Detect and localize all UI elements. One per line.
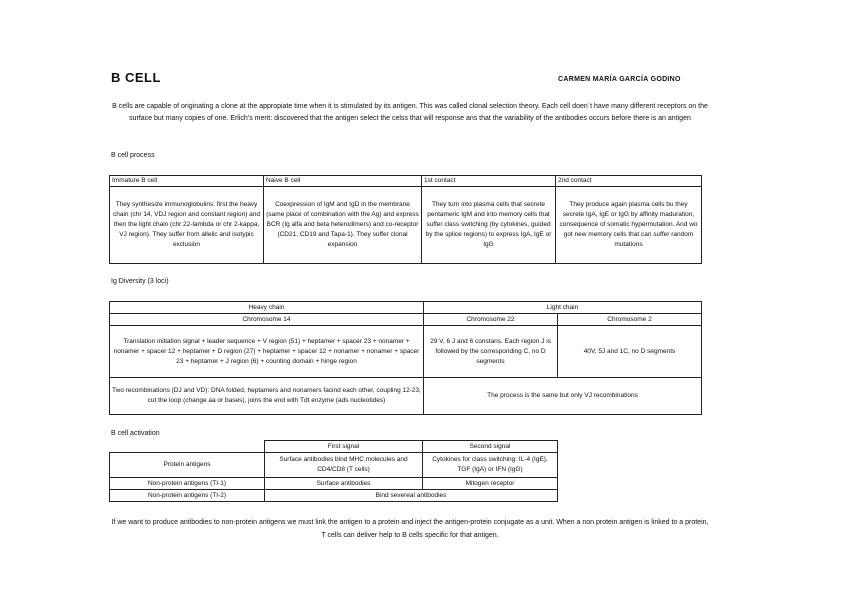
protein-first-signal: Surface antibodies bind MHC molecules and CD4/CD8 (T cells) bbox=[265, 453, 423, 478]
diversity-table bbox=[109, 301, 702, 415]
cell-second-contact: They produce again plasma cells bu they secrete IgA, IgE or IgG by affinity maduration, consequence of somatic hypermutation. And wo got new memory cells that can suffer random mutations bbox=[556, 187, 702, 264]
author-name: CARMEN MARÍA GARCÍA GODINO bbox=[558, 76, 681, 83]
cell-first-contact: They turn into plasma cells that secrete pentameric IgM and into memory cells that suffer class switching (by cytokines, guided by the splice regions) to express IgA, IgE or IgG bbox=[422, 187, 556, 264]
footer-paragraph: If we want to produce antibodies to non-protein antigens we must link the antigen to a protein and inject the antigen-protein conjugate as a unit. When a non protein antigen is linked to a protein, T cells can deliver help to B cells specific for that antigen. bbox=[111, 519, 709, 539]
header-naive: Naive B cell bbox=[264, 176, 422, 187]
section-heading-process: B cell process bbox=[111, 152, 155, 159]
light-chain-header: Light chain bbox=[424, 302, 702, 314]
section-heading-diversity: Ig Diversity (3 loci) bbox=[111, 278, 169, 285]
chromosome-2-header: Chromosome 2 bbox=[558, 314, 702, 326]
first-signal-header: First signal bbox=[265, 441, 423, 453]
protein-second-signal: Cytokines for class switching: IL-4 (IgE), TGF (IgA) or IFN (IgG) bbox=[423, 453, 558, 478]
header-second-contact: 2nd contact bbox=[556, 176, 702, 187]
row-label-ti1: Non-protein antigens (TI-1) bbox=[110, 478, 265, 490]
header-first-contact: 1st contact bbox=[422, 176, 556, 187]
chromosome-22-header: Chromosome 22 bbox=[424, 314, 558, 326]
section-heading-activation: B cell activation bbox=[111, 430, 160, 437]
cell-naive: Coexpression of IgM and IgD in the membrane (same place of combination with the Ag) and express BCR (Ig alfa and beta heterodimers) and co-receptor (CD21, CD19 and Tapa-1). They suffer clonal expansion bbox=[264, 187, 422, 264]
cell-immature: They synthesize immunoglobulins: first the heavy chain (chr 14, VDJ region and constant region) and then the light chain (chr 22-lambda or chr 2-kappa, VJ region). They suffer from allelic and isotypic exclusion bbox=[110, 187, 264, 264]
row-label-ti2: Non-protein antigens (TI-2) bbox=[110, 490, 265, 502]
page-title: B CELL bbox=[111, 70, 161, 85]
process-table bbox=[109, 175, 702, 264]
heavy-chain-recombination: Two recombinations (DJ and VD): DNA folded, heptamers and nonamers facind each other, coupling 12-23, cut the loop (change aa or bases), joins the end with Tdt enzyme (ads nucleotides) bbox=[110, 378, 424, 415]
chromosome-2-description: 40V, 5J and 1C, no D segments bbox=[558, 326, 702, 378]
intro-paragraph: B cells are capable of originating a clone at the appropiate time when it is stimulated by its antigen. This was called clonal selection theory. Each cell doen´t have many different receptors on the surface but many copies of one. Erlich’s merit: discovered that the antigen select the celss that will response ans that the variability of the antibodies occurs before there is an antigen bbox=[112, 103, 708, 122]
activation-table bbox=[109, 440, 558, 502]
heavy-chain-header: Heavy chain bbox=[110, 302, 424, 314]
chromosome-14-header: Chromosome 14 bbox=[110, 314, 424, 326]
heavy-chain-description: Translation initiation signal + leader sequence + V region (51) + heptamer + spacer 23 + nonamer + nonamer + spacer 12 + heptamer + D region (27) + heptamer + spacer 12 + nonamer + nonamer + spacer 23 + heptamer + J region (6) + counting domain + hinge region bbox=[110, 326, 424, 378]
row-label-protein: Protein antigens bbox=[110, 453, 265, 478]
ti1-second-signal: Mitogen receptor bbox=[423, 478, 558, 490]
light-chain-recombination: The process is the same but only VJ recombinations bbox=[424, 378, 702, 415]
header-immature: Immature B cell bbox=[110, 176, 264, 187]
ti2-signal: Bind severeal antibodies bbox=[265, 490, 558, 502]
ti1-first-signal: Surface antibodies bbox=[265, 478, 423, 490]
chromosome-22-description: 29 V, 6 J and 6 constans. Each region J is followed by the corresponding C, no D segments bbox=[424, 326, 558, 378]
second-signal-header: Second signal bbox=[423, 441, 558, 453]
